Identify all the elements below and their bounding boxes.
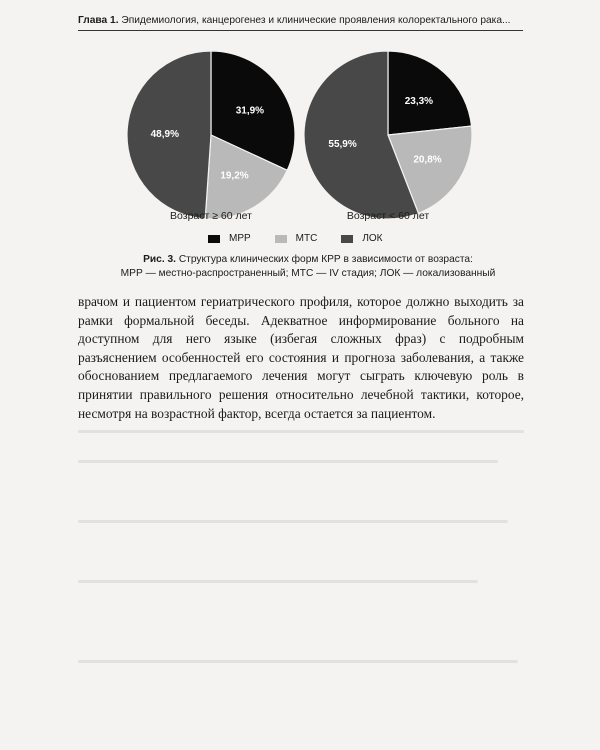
pie-slice-mrr <box>388 51 472 135</box>
pie-chart-age-under-60 <box>304 51 472 219</box>
legend-swatch <box>275 235 287 243</box>
chapter-number: Глава 1. <box>78 15 119 26</box>
chapter-title: Эпидемиология, канцерогенез и клинические проявления колоректального рака... <box>121 15 511 26</box>
pie-caption-age-60-plus: Возраст ≥ 60 лет <box>170 210 252 222</box>
legend-swatch <box>341 235 353 243</box>
bleed-through-line <box>78 660 518 663</box>
bleed-through-line <box>78 580 478 583</box>
figure-caption <box>98 253 518 280</box>
pie-slice-label-mts: 19,2% <box>220 170 249 182</box>
pie-slice-label-mts: 20,8% <box>413 154 442 166</box>
figure-number: Рис. 3. <box>143 254 176 265</box>
pie-slice-label-lok: 55,9% <box>328 139 357 150</box>
legend-item-lok <box>341 233 382 244</box>
bleed-through-line <box>78 520 508 523</box>
bleed-through-line <box>78 460 498 463</box>
pie-slice-label-lok: 48,9% <box>150 128 179 140</box>
pie-caption-age-under-60: Возраст < 60 лет <box>346 210 430 222</box>
figure-caption-line-2: МРР — местно-распространенный; МТС — IV стадия; ЛОК — локализованный <box>120 267 496 279</box>
figure-caption-line-1 <box>98 253 518 267</box>
pie-charts <box>0 0 600 230</box>
legend-item-mts <box>275 233 318 244</box>
legend-label: МТС <box>295 233 318 244</box>
legend-label: ЛОК <box>362 233 383 244</box>
chart-legend <box>208 233 383 244</box>
body-paragraph: врачом и пациентом гериатрического профиля, которое должно выходить за рамки формальной беседы. Адекватное информирование больного на доступном для него языке (избегая сложных фраз) с подробным разъяснением особенностей его состояния и прогноза заболевания, а также обоснованием предлагаемого лечения могут сыграть ключевую роль в принятии правильного решения относительно лечебной тактики, которое, несмотря на возрастной фактор, всегда остается за пациентом. <box>78 294 524 421</box>
pie-slice-label-mrr: 23,3% <box>404 96 434 108</box>
bleed-through-line <box>78 430 524 433</box>
pie-slice-label-mrr: 31,9% <box>235 105 265 117</box>
figure-caption-text: Структура клинических форм КРР в зависимости от возраста: <box>178 254 473 265</box>
legend-swatch <box>208 235 220 243</box>
legend-label: МРР <box>229 233 251 244</box>
legend-item-mrr <box>208 233 251 244</box>
pie-chart-age-60-plus <box>127 51 295 219</box>
